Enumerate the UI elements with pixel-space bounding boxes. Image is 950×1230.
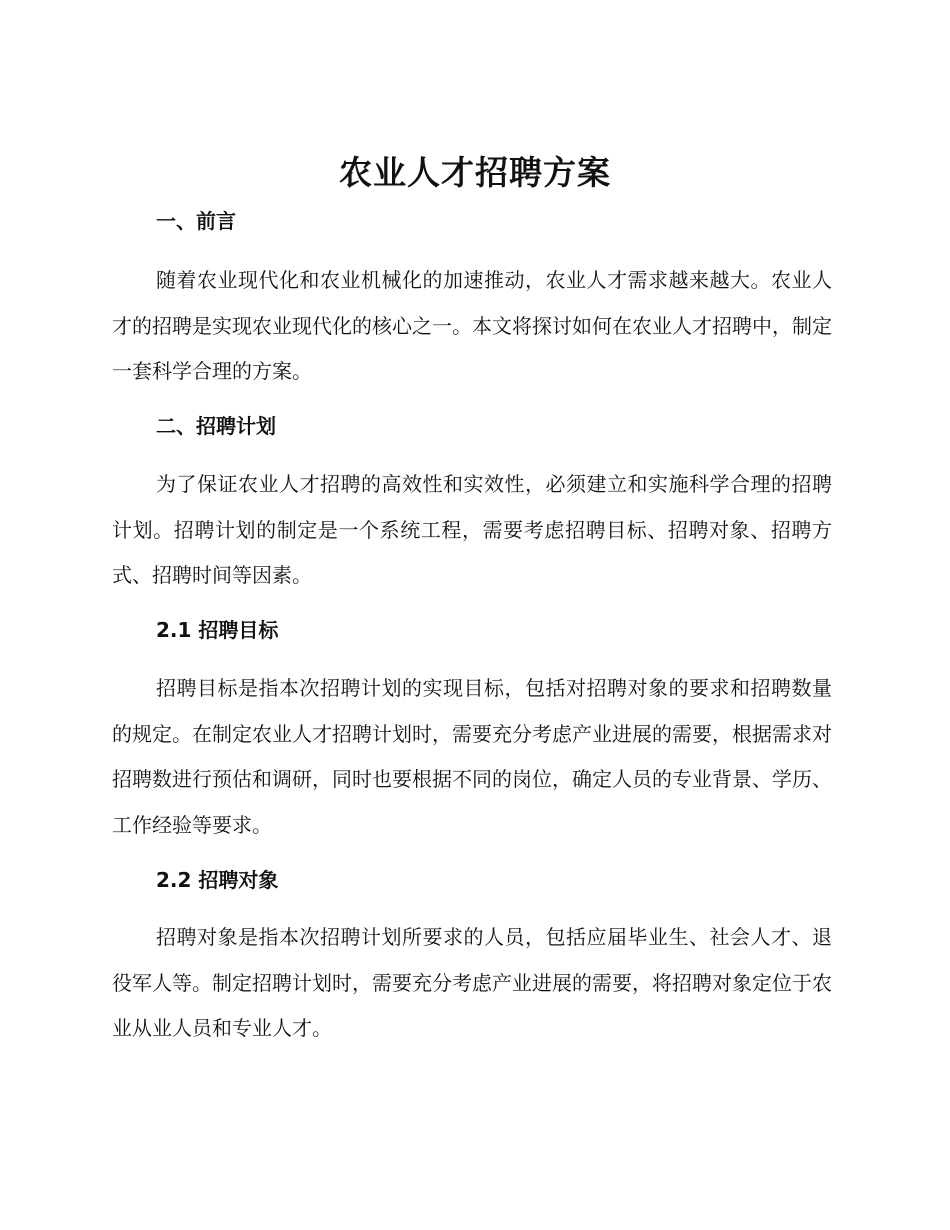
section-paragraph-recruitment-goal: 招聘目标是指本次招聘计划的实现目标，包括对招聘对象的要求和招聘数量的规定。在制定农业人才招聘计划时，需要充分考虑产业进展的需要，根据需求对招聘数进行预估和调研，同时也要根据不同的岗位，确定人员的专业背景、学历、工作经验等要求。	[112, 676, 832, 837]
section-heading-recruitment-goal: 2.1 招聘目标	[156, 618, 279, 642]
section-paragraph-preface: 随着农业现代化和农业机械化的加速推动，农业人才需求越来越大。农业人才的招聘是实现农业现代化的核心之一。本文将探讨如何在农业人才招聘中，制定一套科学合理的方案。	[112, 268, 832, 383]
section-heading-preface: 一、前言	[156, 209, 236, 233]
section-paragraph-recruitment-plan: 为了保证农业人才招聘的高效性和实效性，必须建立和实施科学合理的招聘计划。招聘计划的制定是一个系统工程，需要考虑招聘目标、招聘对象、招聘方式、招聘时间等因素。	[112, 472, 832, 587]
section-heading-recruitment-target: 2.2 招聘对象	[156, 868, 279, 892]
document-title: 农业人才招聘方案	[339, 153, 611, 192]
section-paragraph-recruitment-target: 招聘对象是指本次招聘计划所要求的人员，包括应届毕业生、社会人才、退役军人等。制定招聘计划时，需要充分考虑产业进展的需要，将招聘对象定位于农业从业人员和专业人才。	[112, 925, 832, 1040]
section-heading-recruitment-plan: 二、招聘计划	[156, 414, 276, 438]
